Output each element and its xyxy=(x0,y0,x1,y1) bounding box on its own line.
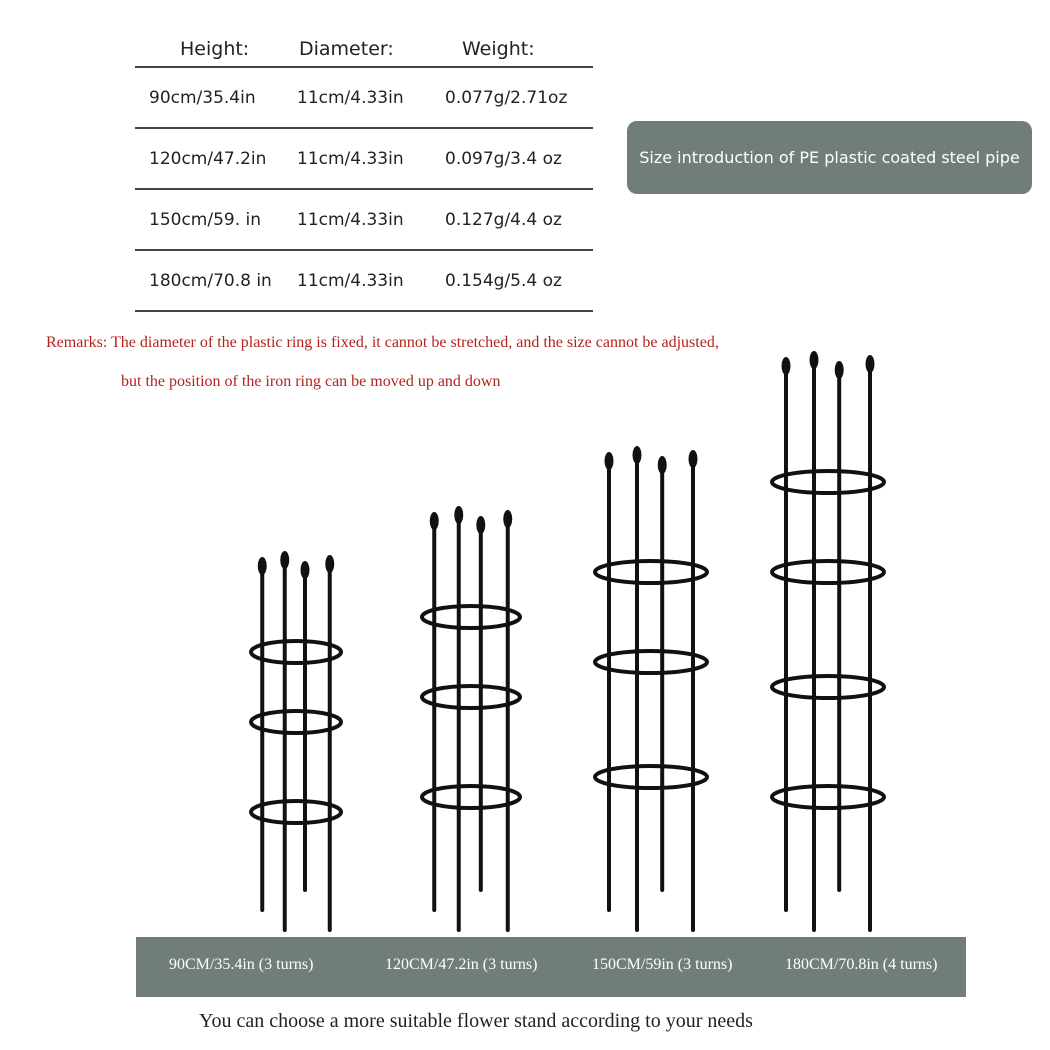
cell-weight: 0.077g/2.71oz xyxy=(445,87,568,108)
flower-stand xyxy=(422,506,520,930)
footer-note: You can choose a more suitable flower stand according to your needs xyxy=(199,1010,753,1032)
remark-line-2: but the position of the iron ring can be moved up and down xyxy=(121,373,501,390)
header-diameter: Diameter: xyxy=(299,37,394,60)
stand-label-120: 120CM/47.2in (3 turns) xyxy=(385,956,538,973)
flower-stand xyxy=(595,446,707,930)
pole-finial xyxy=(689,450,698,468)
cell-height: 90cm/35.4in xyxy=(149,87,256,108)
pole-finial xyxy=(835,361,844,379)
cell-diameter: 11cm/4.33in xyxy=(297,209,404,230)
flower-stand xyxy=(251,551,341,930)
pole-finial xyxy=(280,551,289,569)
pole-finial xyxy=(782,357,791,375)
stand-ring xyxy=(251,801,341,823)
stand-ring xyxy=(772,471,884,493)
cell-weight: 0.127g/4.4 oz xyxy=(445,209,562,230)
stand-ring xyxy=(251,711,341,733)
pole-finial xyxy=(430,512,439,530)
product-badge: Size introduction of PE plastic coated steel pipe xyxy=(627,121,1032,194)
pole-finial xyxy=(605,452,614,470)
cell-height: 180cm/70.8 in xyxy=(149,270,272,291)
flower-stand xyxy=(772,351,884,930)
pole-finial xyxy=(301,561,310,579)
pole-finial xyxy=(258,557,267,575)
stand-ring xyxy=(772,561,884,583)
stand-ring xyxy=(595,766,707,788)
cell-height: 120cm/47.2in xyxy=(149,148,267,169)
stand-label-150: 150CM/59in (3 turns) xyxy=(592,956,733,973)
stand-ring xyxy=(422,606,520,628)
stand-ring xyxy=(772,786,884,808)
stand-label-90: 90CM/35.4in (3 turns) xyxy=(169,956,314,973)
stand-label-180: 180CM/70.8in (4 turns) xyxy=(785,956,938,973)
pole-finial xyxy=(633,446,642,464)
stand-ring xyxy=(595,651,707,673)
header-weight: Weight: xyxy=(462,37,535,60)
pole-finial xyxy=(454,506,463,524)
stand-ring xyxy=(422,686,520,708)
cell-diameter: 11cm/4.33in xyxy=(297,148,404,169)
pole-finial xyxy=(325,555,334,573)
size-caption-band xyxy=(136,937,966,997)
stand-ring xyxy=(595,561,707,583)
pole-finial xyxy=(503,510,512,528)
cell-diameter: 11cm/4.33in xyxy=(297,270,404,291)
cell-height: 150cm/59. in xyxy=(149,209,262,230)
remark-line-1: Remarks: The diameter of the plastic ring is fixed, it cannot be stretched, and the size cannot be adjusted, xyxy=(46,334,719,351)
cell-weight: 0.154g/5.4 oz xyxy=(445,270,562,291)
cell-diameter: 11cm/4.33in xyxy=(297,87,404,108)
header-height: Height: xyxy=(180,37,250,60)
pole-finial xyxy=(866,355,875,373)
stand-ring xyxy=(422,786,520,808)
stand-ring xyxy=(772,676,884,698)
stand-ring xyxy=(251,641,341,663)
pole-finial xyxy=(810,351,819,369)
cell-weight: 0.097g/3.4 oz xyxy=(445,148,562,169)
pole-finial xyxy=(658,456,667,474)
pole-finial xyxy=(476,516,485,534)
